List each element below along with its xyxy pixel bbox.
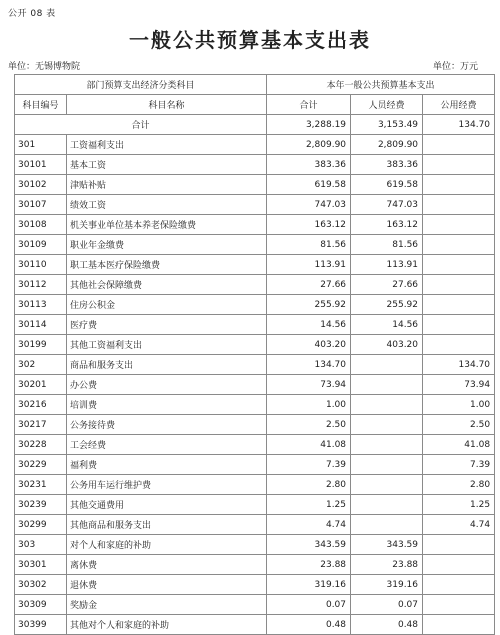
cell-code: 30399 <box>15 615 67 635</box>
cell-personnel <box>351 475 423 495</box>
cell-code: 30112 <box>15 275 67 295</box>
cell-public <box>423 535 495 555</box>
cell-name: 工会经费 <box>67 435 267 455</box>
cell-code: 30301 <box>15 555 67 575</box>
cell-name: 办公费 <box>67 375 267 395</box>
cell-code: 30231 <box>15 475 67 495</box>
cell-total: 27.66 <box>267 275 351 295</box>
header-public: 公用经费 <box>423 95 495 115</box>
cell-code: 30239 <box>15 495 67 515</box>
cell-name: 职业年金缴费 <box>67 235 267 255</box>
cell-name: 商品和服务支出 <box>67 355 267 375</box>
header-name: 科目名称 <box>67 95 267 115</box>
cell-name: 其他商品和服务支出 <box>67 515 267 535</box>
cell-public <box>423 175 495 195</box>
cell-code: 30114 <box>15 315 67 335</box>
total-row <box>15 115 495 135</box>
cell-personnel: 255.92 <box>351 295 423 315</box>
cell-public: 41.08 <box>423 435 495 455</box>
cell-public: 134.70 <box>423 355 495 375</box>
cell-code: 30201 <box>15 375 67 395</box>
table-row <box>15 375 495 395</box>
cell-personnel <box>351 515 423 535</box>
cell-personnel: 14.56 <box>351 315 423 335</box>
cell-personnel: 23.88 <box>351 555 423 575</box>
header-group-classification: 部门预算支出经济分类科目 <box>15 75 267 95</box>
cell-public: 7.39 <box>423 455 495 475</box>
table-row <box>15 335 495 355</box>
cell-name: 机关事业单位基本养老保险缴费 <box>67 215 267 235</box>
cell-code: 30113 <box>15 295 67 315</box>
cell-personnel: 0.48 <box>351 615 423 635</box>
form-tag: 公开 08 表 <box>8 9 56 19</box>
cell-personnel <box>351 395 423 415</box>
cell-code: 30216 <box>15 395 67 415</box>
cell-personnel <box>351 415 423 435</box>
cell-public <box>423 215 495 235</box>
cell-personnel <box>351 455 423 475</box>
cell-name: 离休费 <box>67 555 267 575</box>
header-personnel: 人员经费 <box>351 95 423 115</box>
cell-personnel: 747.03 <box>351 195 423 215</box>
cell-personnel <box>351 435 423 455</box>
cell-total: 0.48 <box>267 615 351 635</box>
total-sum: 3,288.19 <box>267 115 351 135</box>
cell-total: 1.00 <box>267 395 351 415</box>
cell-name: 基本工资 <box>67 155 267 175</box>
cell-total: 383.36 <box>267 155 351 175</box>
cell-total: 2.50 <box>267 415 351 435</box>
cell-code: 30302 <box>15 575 67 595</box>
header-group-basic-expenditure: 本年一般公共预算基本支出 <box>267 75 495 95</box>
cell-name: 公务接待费 <box>67 415 267 435</box>
column-header-row <box>15 95 495 115</box>
cell-code: 30101 <box>15 155 67 175</box>
cell-name: 医疗费 <box>67 315 267 335</box>
document-title: 一般公共预算基本支出表 <box>129 28 371 52</box>
cell-public: 1.25 <box>423 495 495 515</box>
total-personnel: 3,153.49 <box>351 115 423 135</box>
cell-code: 30299 <box>15 515 67 535</box>
cell-total: 134.70 <box>267 355 351 375</box>
cell-personnel <box>351 355 423 375</box>
cell-name: 福利费 <box>67 455 267 475</box>
table-row <box>15 175 495 195</box>
table-row <box>15 255 495 275</box>
table-row <box>15 475 495 495</box>
cell-total: 163.12 <box>267 215 351 235</box>
cell-public <box>423 575 495 595</box>
cell-code: 301 <box>15 135 67 155</box>
budget-table <box>14 74 495 635</box>
cell-public <box>423 235 495 255</box>
cell-total: 113.91 <box>267 255 351 275</box>
header-total: 合计 <box>267 95 351 115</box>
table-row <box>15 435 495 455</box>
cell-code: 30228 <box>15 435 67 455</box>
unit-currency: 单位：万元 <box>433 62 479 72</box>
cell-code: 30229 <box>15 455 67 475</box>
table-row <box>15 575 495 595</box>
cell-total: 14.56 <box>267 315 351 335</box>
cell-total: 41.08 <box>267 435 351 455</box>
cell-public <box>423 335 495 355</box>
cell-code: 30309 <box>15 595 67 615</box>
cell-total: 403.20 <box>267 335 351 355</box>
cell-total: 255.92 <box>267 295 351 315</box>
cell-public <box>423 315 495 335</box>
table-row <box>15 595 495 615</box>
cell-code: 30102 <box>15 175 67 195</box>
cell-personnel: 319.16 <box>351 575 423 595</box>
cell-personnel: 81.56 <box>351 235 423 255</box>
cell-public: 2.80 <box>423 475 495 495</box>
cell-code: 30108 <box>15 215 67 235</box>
cell-name: 工资福利支出 <box>67 135 267 155</box>
cell-public <box>423 615 495 635</box>
table-row <box>15 415 495 435</box>
cell-public: 73.94 <box>423 375 495 395</box>
table-row <box>15 235 495 255</box>
total-public: 134.70 <box>423 115 495 135</box>
cell-total: 343.59 <box>267 535 351 555</box>
cell-personnel: 343.59 <box>351 535 423 555</box>
cell-total: 7.39 <box>267 455 351 475</box>
table-row <box>15 215 495 235</box>
cell-personnel <box>351 495 423 515</box>
cell-personnel: 2,809.90 <box>351 135 423 155</box>
cell-public <box>423 155 495 175</box>
cell-name: 住房公积金 <box>67 295 267 315</box>
cell-total: 2.80 <box>267 475 351 495</box>
cell-personnel: 163.12 <box>351 215 423 235</box>
table-row <box>15 315 495 335</box>
cell-code: 303 <box>15 535 67 555</box>
table-row <box>15 455 495 475</box>
table-row <box>15 195 495 215</box>
cell-total: 747.03 <box>267 195 351 215</box>
cell-name: 其他交通费用 <box>67 495 267 515</box>
cell-code: 30107 <box>15 195 67 215</box>
cell-personnel: 27.66 <box>351 275 423 295</box>
total-label: 合计 <box>15 115 267 135</box>
table-row <box>15 495 495 515</box>
cell-total: 23.88 <box>267 555 351 575</box>
cell-total: 1.25 <box>267 495 351 515</box>
cell-name: 职工基本医疗保险缴费 <box>67 255 267 275</box>
cell-total: 619.58 <box>267 175 351 195</box>
table-row <box>15 395 495 415</box>
table-body <box>15 75 495 635</box>
cell-name: 绩效工资 <box>67 195 267 215</box>
cell-code: 30217 <box>15 415 67 435</box>
table-row <box>15 135 495 155</box>
table-row <box>15 515 495 535</box>
header-code: 科目编号 <box>15 95 67 115</box>
cell-name: 奖励金 <box>67 595 267 615</box>
cell-personnel: 403.20 <box>351 335 423 355</box>
cell-public <box>423 275 495 295</box>
cell-personnel: 619.58 <box>351 175 423 195</box>
cell-personnel: 0.07 <box>351 595 423 615</box>
table-row <box>15 155 495 175</box>
cell-name: 其他工资福利支出 <box>67 335 267 355</box>
unit-organization: 单位：无锡博物院 <box>8 62 81 72</box>
cell-public <box>423 555 495 575</box>
table-row <box>15 535 495 555</box>
cell-total: 73.94 <box>267 375 351 395</box>
cell-name: 其他社会保障缴费 <box>67 275 267 295</box>
cell-public <box>423 295 495 315</box>
cell-name: 津贴补贴 <box>67 175 267 195</box>
cell-public <box>423 195 495 215</box>
cell-total: 4.74 <box>267 515 351 535</box>
cell-public: 2.50 <box>423 415 495 435</box>
cell-total: 2,809.90 <box>267 135 351 155</box>
cell-total: 319.16 <box>267 575 351 595</box>
cell-name: 培训费 <box>67 395 267 415</box>
cell-total: 0.07 <box>267 595 351 615</box>
cell-public <box>423 255 495 275</box>
cell-name: 其他对个人和家庭的补助 <box>67 615 267 635</box>
table-row <box>15 355 495 375</box>
cell-name: 公务用车运行维护费 <box>67 475 267 495</box>
cell-code: 30110 <box>15 255 67 275</box>
cell-personnel: 383.36 <box>351 155 423 175</box>
table-row <box>15 555 495 575</box>
cell-code: 302 <box>15 355 67 375</box>
cell-personnel: 113.91 <box>351 255 423 275</box>
cell-code: 30199 <box>15 335 67 355</box>
cell-name: 退休费 <box>67 575 267 595</box>
cell-public <box>423 135 495 155</box>
cell-public <box>423 595 495 615</box>
table-row <box>15 615 495 635</box>
cell-public: 4.74 <box>423 515 495 535</box>
cell-code: 30109 <box>15 235 67 255</box>
cell-personnel <box>351 375 423 395</box>
cell-total: 81.56 <box>267 235 351 255</box>
group-header-row <box>15 75 495 95</box>
table-row <box>15 275 495 295</box>
cell-public: 1.00 <box>423 395 495 415</box>
cell-name: 对个人和家庭的补助 <box>67 535 267 555</box>
table-row <box>15 295 495 315</box>
